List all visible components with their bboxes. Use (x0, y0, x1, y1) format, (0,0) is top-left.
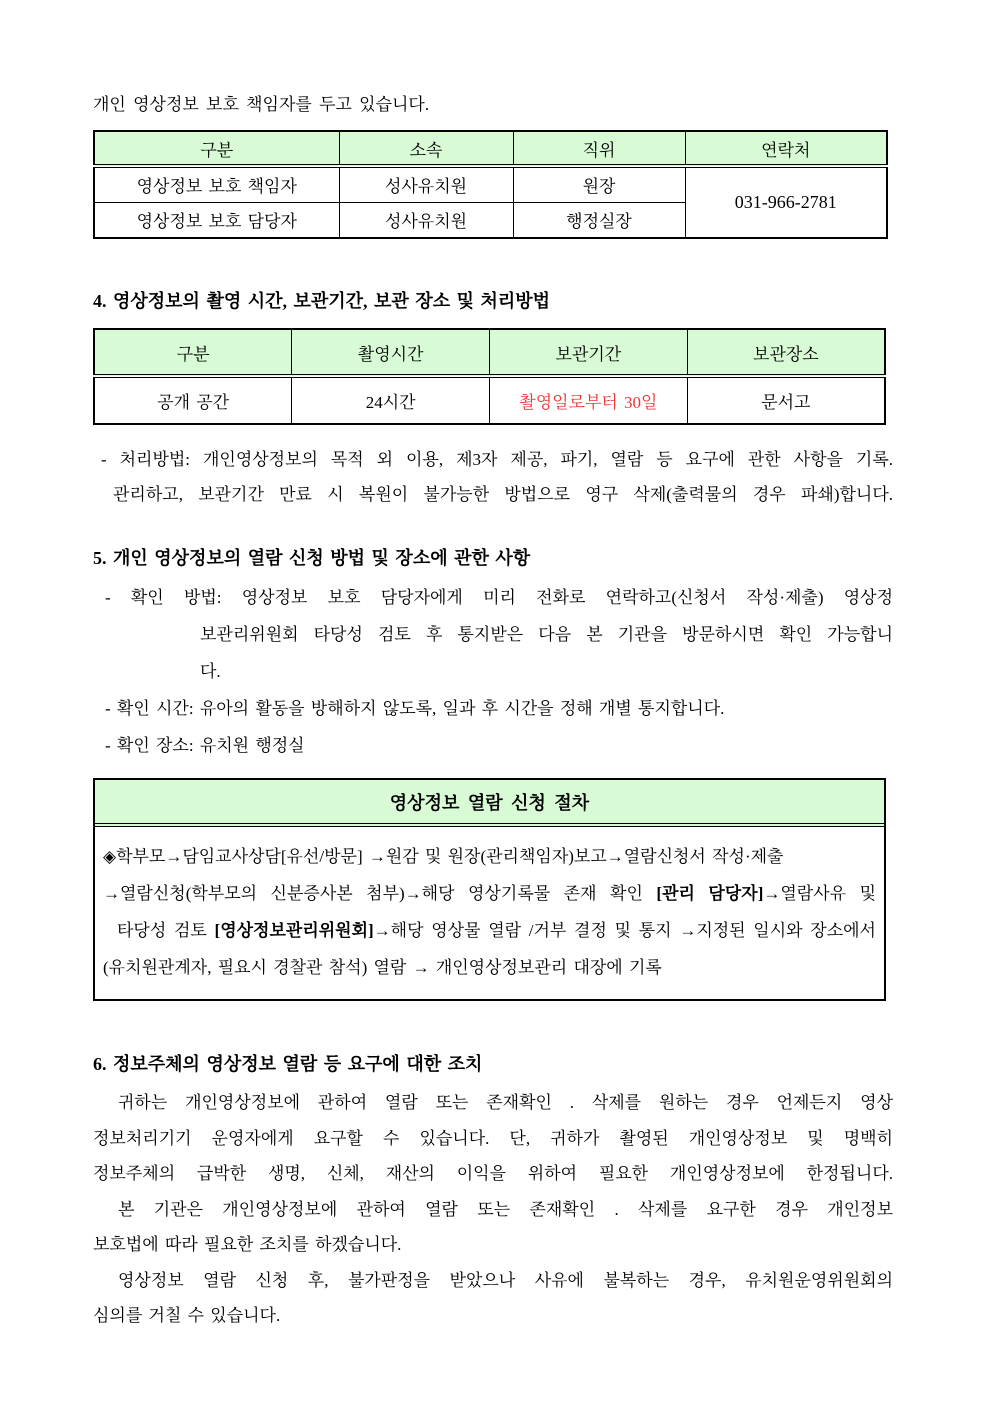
section6-body (93, 1085, 893, 1334)
body-line: 본 기관은 개인영상정보에 관하여 열람 또는 존재확인 . 삭제를 요구한 경우 개인정보 (118, 1199, 893, 1219)
table-row (94, 376, 885, 424)
procedure-line: →열람신청(학부모의 신분증사본 첨부)→해당 영상기록물 존재 확인 [관리 담당자]→열람사유 및 (103, 884, 876, 903)
body-line: 심의를 거칠 수 있습니다. (93, 1306, 281, 1325)
retention-cell-place: 문서고 (687, 376, 885, 424)
procedure-box-title: 영상정보 열람 신청 절차 (95, 780, 884, 827)
retention-header-record-time: 촬영시간 (292, 329, 490, 376)
contact-cell-org: 성사유치원 (339, 202, 513, 238)
body-line: 귀하는 개인영상정보에 관하여 열람 또는 존재확인 . 삭제를 원하는 경우 언제든지 영상 (118, 1093, 893, 1112)
intro-text: 개인 영상정보 보호 책임자를 두고 있습니다. (93, 95, 430, 114)
contact-header-position: 직위 (513, 131, 685, 166)
retention-header-category: 구분 (94, 329, 292, 376)
contact-header-phone: 연락처 (685, 131, 887, 166)
contact-cell-phone: 031-966-2781 (685, 166, 887, 238)
procedure-line: (유치원관계자, 필요시 경찰관 참석) 열람 → 개인영상정보관리 대장에 기록 (103, 958, 662, 977)
processing-method-note (93, 442, 893, 512)
retention-table-header-row (94, 329, 885, 376)
retention-cell-area: 공개 공간 (94, 376, 292, 424)
contact-cell-position: 원장 (513, 166, 685, 202)
procedure-box-body (95, 827, 884, 999)
contact-table (93, 130, 888, 239)
contact-cell-role: 영상정보 보호 담당자 (94, 202, 339, 238)
procedure-line: ◈학부모→담임교사상담[유선/방문] →원감 및 원장(관리책임자)보고→열람신청서 작성·제출 (103, 847, 784, 866)
body-line: 보호법에 따라 필요한 조치를 하겠습니다. (93, 1235, 402, 1254)
body-line: 영상정보 열람 신청 후, 불가판정을 받았으나 사유에 불복하는 경우, 유치원운영위원회의 (118, 1270, 893, 1290)
retention-cell-time: 24시간 (292, 376, 490, 424)
retention-table (93, 328, 886, 425)
body-line: 정보주체의 급박한 생명, 신체, 재산의 이익을 위하여 필요한 개인영상정보에 한정됩니다. (93, 1164, 893, 1183)
section4-heading: 4. 영상정보의 촬영 시간, 보관기간, 보관 장소 및 처리방법 (93, 291, 551, 311)
check-place-line: - 확인 장소: 유치원 행정실 (105, 736, 305, 755)
contact-cell-role: 영상정보 보호 책임자 (94, 166, 339, 202)
contact-cell-position: 행정실장 (513, 202, 685, 238)
retention-header-storage-place: 보관장소 (687, 329, 885, 376)
contact-header-affiliation: 소속 (339, 131, 513, 166)
table-row (94, 166, 887, 202)
contact-cell-org: 성사유치원 (339, 166, 513, 202)
procedure-line: 타당성 검토 [영상정보관리위원회]→해당 영상물 열람 /거부 결정 및 통지 →지정된 일시와 장소에서 (117, 921, 876, 940)
note-line: 관리하고, 보관기간 만료 시 복원이 불가능한 방법으로 영구 삭제(출력물의 경우 파쇄)합니다. (113, 485, 893, 504)
check-method-line: 다. (200, 662, 221, 681)
retention-cell-period-highlighted: 촬영일로부터 30일 (490, 376, 688, 424)
section5-heading: 5. 개인 영상정보의 열람 신청 방법 및 장소에 관한 사항 (93, 548, 531, 568)
check-method-line: - 확인 방법: 영상정보 보호 담당자에게 미리 전화로 연락하고(신청서 작성·제출) 영상정 (105, 588, 893, 607)
retention-header-retention-period: 보관기간 (490, 329, 688, 376)
check-method-line: 보관리위원회 타당성 검토 후 통지받은 다음 본 기관을 방문하시면 확인 가능합니 (200, 625, 893, 644)
contact-table-header-row (94, 131, 887, 166)
section5-items (93, 579, 893, 764)
check-time-line: - 확인 시간: 유아의 활동을 방해하지 않도록, 일과 후 시간을 정해 개별 통지합니다. (105, 699, 725, 718)
note-line: - 처리방법: 개인영상정보의 목적 외 이용, 제3자 제공, 파기, 열람 등 요구에 관한 사항을 기록. (101, 450, 893, 469)
contact-header-category: 구분 (94, 131, 339, 166)
document-content (93, 93, 893, 1334)
viewing-procedure-box (93, 778, 886, 1001)
section6-heading: 6. 정보주체의 영상정보 열람 등 요구에 대한 조치 (93, 1054, 483, 1074)
body-line: 정보처리기기 운영자에게 요구할 수 있습니다. 단, 귀하가 촬영된 개인영상정보 및 명백히 (93, 1128, 893, 1148)
